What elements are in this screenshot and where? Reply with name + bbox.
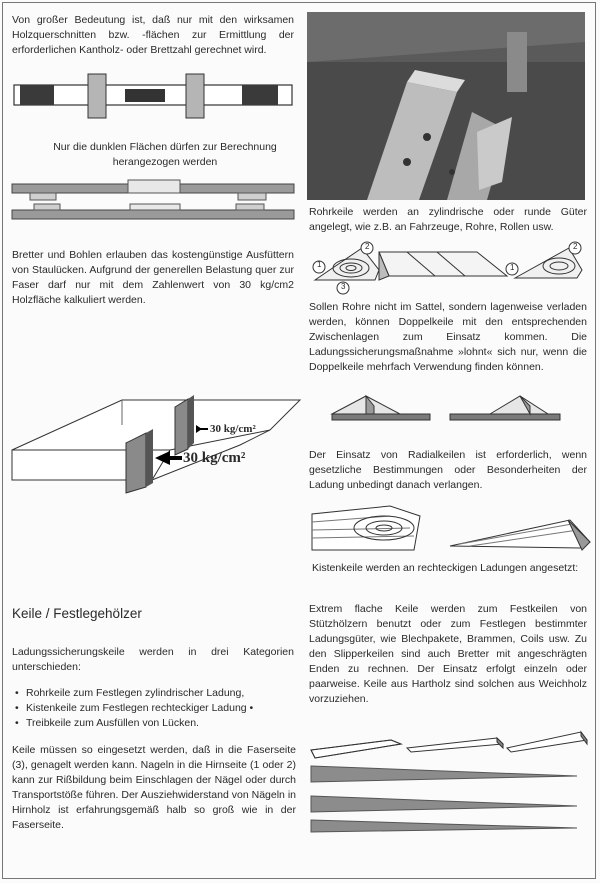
double-wedges-paragraph: Sollen Rohre nicht im Sattel, sondern lagenweise verladen werden, können Doppelkeile mit den entsprechenden Zwischenlagen zum Einsatz kommen. Die Ladungssicherungsmaßnahme »lohnt« sich nur, wenn die Doppelkeile mehrfach Verwendung finden können.	[309, 301, 587, 373]
wedge-number: 1	[510, 263, 515, 272]
categories-intro: Ladungssicherungskeile werden in drei Kategorien unterschieden:	[12, 646, 294, 673]
list-item: • Rohrkeile zum Festlegen zylindrischer Ladung,	[12, 686, 294, 701]
pipe-wedges-diagram	[307, 240, 587, 298]
wedge-photo	[307, 12, 585, 200]
load-label-small: 30 kg/cm²	[210, 423, 256, 435]
beam-cross-section-diagram	[10, 70, 295, 130]
flat-wedges-diagram	[307, 722, 587, 842]
section-heading: Keile / Festlegehölzer	[12, 606, 142, 621]
list-item: • Kistenkeile zum Festlegen rechteckiger Ladung •	[12, 701, 294, 716]
wedge-number: 3	[341, 282, 346, 291]
wedge-category-list	[12, 686, 294, 731]
nailing-paragraph: Keile müssen so eingesetzt werden, daß in die Faserseite (3), genagelt werden kann. Nageln in die Hirnseite (1 oder 2) kann zur Rißbildung beim Einschlagen der Nägel oder durch Transportstöße führen. Der Ausziehwiderstand von Nägeln in Hirnholz ist erfahrungsgemäß halb so groß wie in der Faserseite.	[12, 744, 296, 831]
wedge-number: 2	[365, 242, 370, 251]
box-wedges-caption: Kistenkeile werden an rechteckigen Ladungen angesetzt:	[312, 562, 579, 574]
load-distribution-diagram	[10, 385, 300, 495]
double-wedges-diagram	[330, 392, 580, 432]
radial-wedges-paragraph: Der Einsatz von Radialkeilen ist erforderlich, wenn gesetzliche Bestimmungen oder Besonderheiten der Ladung unbedingt danach verlangen.	[309, 449, 587, 491]
intro-paragraph: Von großer Bedeutung ist, daß nur mit den wirksamen Holzquerschnitten bzw. -flächen zur Ermittlung der erforderlichen Kantholz- oder Brettzahl gerechnet wird.	[12, 14, 294, 56]
load-label-large: 30 kg/cm²	[183, 450, 246, 466]
boards-stack-diagram	[10, 178, 295, 228]
boards-paragraph: Bretter und Bohlen erlauben das kostengünstige Ausfüttern von Staulücken. Aufgrund der generellen Belastung quer zur Faser darf nur mit dem Zahlenwert von 30 kg/cm2 Holzfläche kalkuliert werden.	[12, 249, 294, 306]
dark-area-caption: Nur die dunklen Flächen dürfen zur Berechnung herangezogen werden	[53, 141, 277, 168]
wedge-number: 2	[573, 242, 578, 251]
flat-wedges-paragraph: Extrem flache Keile werden zum Festkeilen von Stützhölzern benutzt oder zum Festlegen bestimmter Ladungsgüter, wie Blechpakete, Brammen, Coils usw. Zu den Slipperkeilen sind auch Bretter mit angeschrägten Enden zu rechnen. Der Einsatz erfolgt einzeln oder paarweise. Keile aus Hartholz sind solchen aus Weichholz vorzuziehen.	[309, 603, 587, 705]
pipe-wedges-paragraph: Rohrkeile werden an zylindrische oder runde Güter angelegt, wie z.B. an Fahrzeuge, Rohre, Rollen usw.	[309, 206, 587, 233]
list-item: • Treibkeile zum Ausfüllen von Lücken.	[12, 716, 294, 731]
box-wedges-diagram	[310, 500, 590, 556]
wedge-number: 1	[317, 260, 322, 269]
